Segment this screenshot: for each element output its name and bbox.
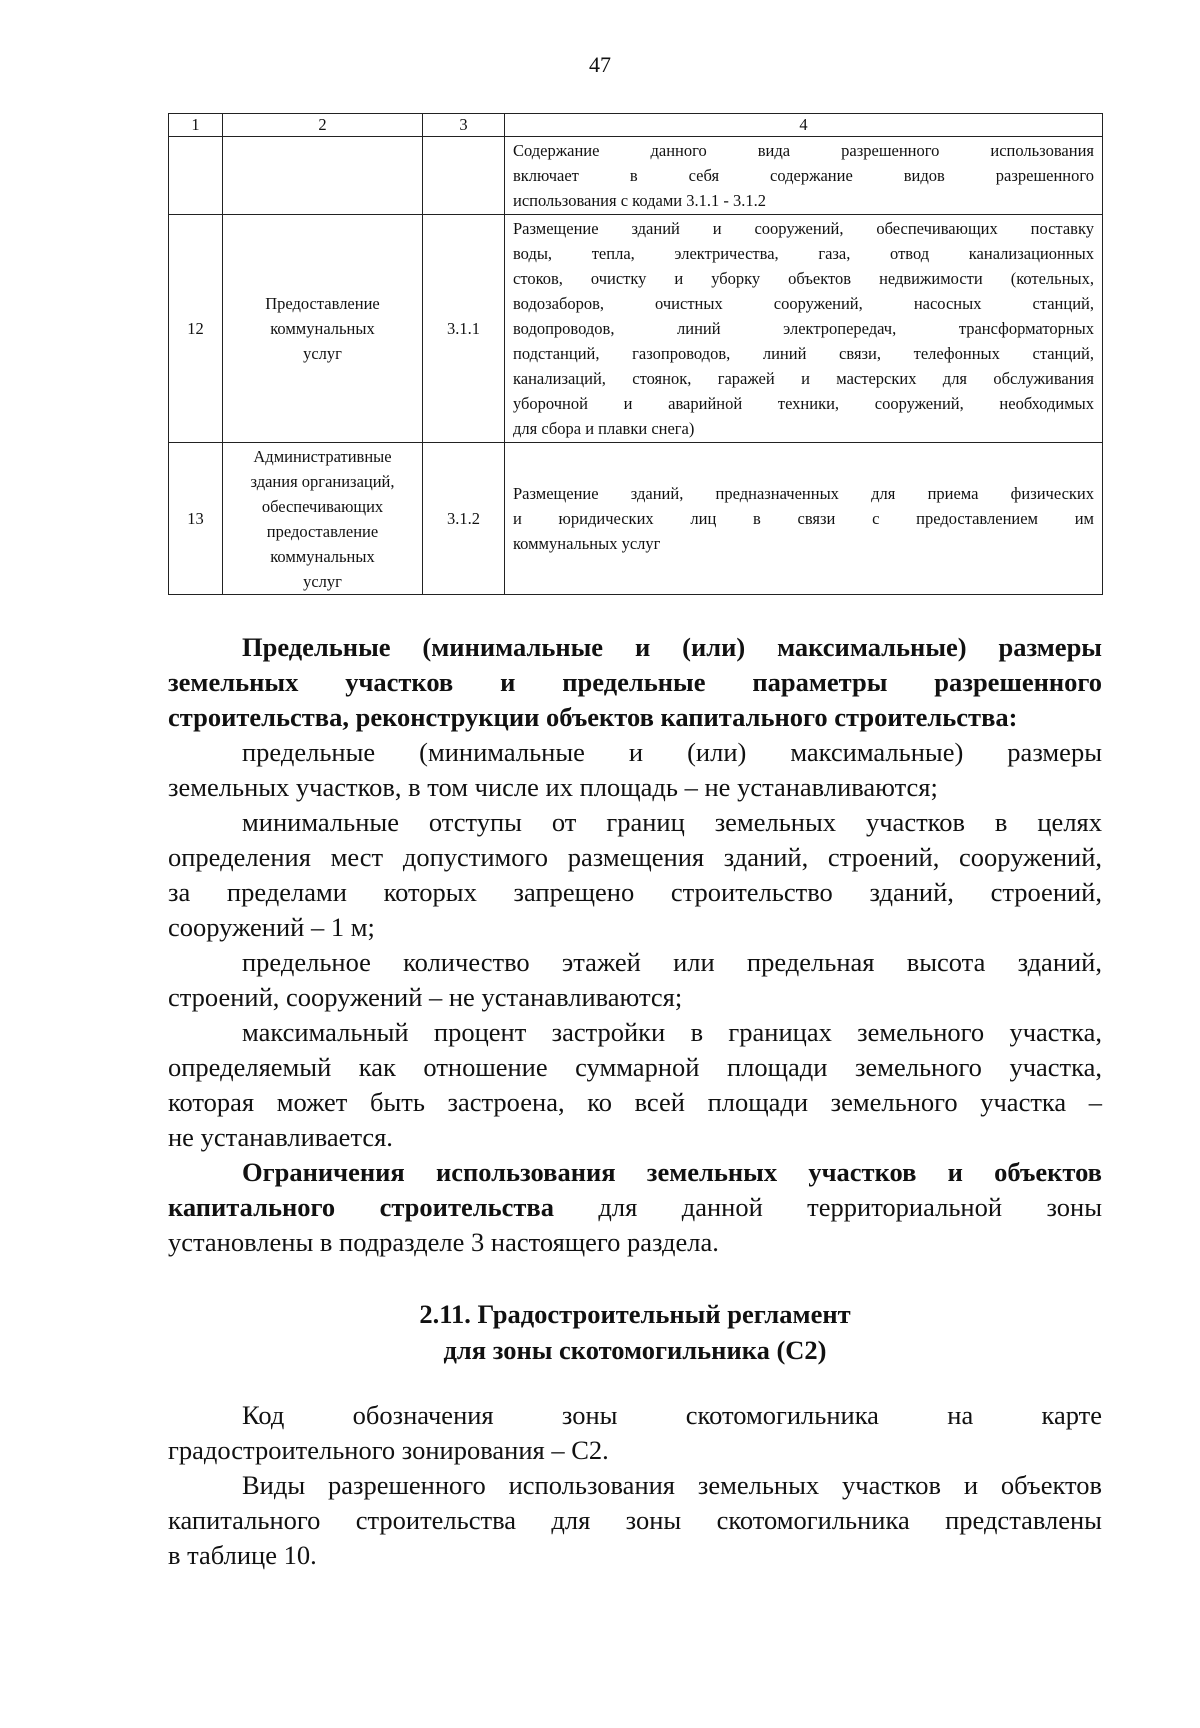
text-line: коммунальных услуг xyxy=(513,534,661,553)
text-line: предельные (минимальные и (или) максимальные) размеры xyxy=(242,737,1102,767)
restrictions-paragraph xyxy=(168,1155,1102,1260)
text-line: Размещение зданий и сооружений, обеспечивающих поставку xyxy=(513,219,1094,238)
text-line: земельных участков и предельные параметры разрешенного xyxy=(168,667,1102,697)
table-cell-description xyxy=(505,215,1103,443)
text-line: предельное количество этажей или предельная высота зданий, xyxy=(242,947,1102,977)
text-line: не устанавливается. xyxy=(168,1122,393,1152)
limits-paragraph-coverage xyxy=(168,1015,1102,1155)
text-line: Ограничения использования земельных участков и объектов xyxy=(242,1157,1102,1187)
header-cell: 3 xyxy=(423,114,505,137)
use-type-code: 3.1.2 xyxy=(423,443,505,595)
text-line: минимальные отступы от границ земельных участков в целях xyxy=(242,807,1102,837)
header-cell: 4 xyxy=(505,114,1103,137)
text-line: в таблице 10. xyxy=(168,1540,317,1570)
text-line xyxy=(168,1190,1102,1225)
text-line: водопроводов, линий электропередач, трансформаторных xyxy=(513,319,1094,338)
page-number: 47 xyxy=(589,52,611,77)
table-row xyxy=(169,215,1103,443)
text-line: определяемый как отношение суммарной площади земельного участка, xyxy=(168,1052,1102,1082)
text-line: строительства, реконструкции объектов капитального строительства: xyxy=(168,702,1018,732)
text-line: услуг xyxy=(303,571,342,591)
text-line: включает в себя содержание видов разрешенного xyxy=(513,166,1094,185)
text-line: Размещение зданий, предназначенных для приема физических xyxy=(513,484,1094,503)
section-title xyxy=(168,1296,1102,1368)
text-line: Содержание данного вида разрешенного использования xyxy=(513,141,1094,160)
text-line: услуг xyxy=(303,344,342,363)
text-line: максимальный процент застройки в границах земельного участка, xyxy=(242,1017,1102,1047)
table-header-row xyxy=(169,114,1103,137)
text-line: уборочной и аварийной техники, сооружений, необходимых xyxy=(513,394,1094,413)
header-cell: 2 xyxy=(223,114,423,137)
table-row-continuation xyxy=(169,137,1103,215)
text-line: воды, тепла, электричества, газа, отвод канализационных xyxy=(513,244,1094,263)
use-type-name xyxy=(223,443,423,595)
land-use-table xyxy=(168,113,1103,595)
text-line: водозаборов, очистных сооружений, насосных станций, xyxy=(513,294,1094,313)
table-cell-description xyxy=(505,137,1103,215)
text-line: для сбора и плавки снега) xyxy=(513,419,695,438)
text-line: сооружений – 1 м; xyxy=(168,912,375,942)
text-line: строений, сооружений – не устанавливаются; xyxy=(168,982,683,1012)
table-row xyxy=(169,443,1103,595)
text-line: коммунальных xyxy=(270,319,375,338)
text-line: градостроительного зонирования – С2. xyxy=(168,1435,609,1465)
text-line: установлены в подразделе 3 настоящего раздела. xyxy=(168,1227,719,1257)
text-line: использования с кодами 3.1.1 - 3.1.2 xyxy=(513,191,766,210)
header-cell: 1 xyxy=(169,114,223,137)
section-title-line: 2.11. Градостроительный регламент xyxy=(419,1299,851,1329)
table-cell-description xyxy=(505,443,1103,595)
table-cell xyxy=(169,137,223,215)
text-line: Предоставление xyxy=(265,294,380,313)
row-number: 13 xyxy=(169,443,223,595)
limits-heading xyxy=(168,630,1102,735)
text-fragment: для данной территориальной зоны xyxy=(553,1192,1103,1222)
text-line: Виды разрешенного использования земельных участков и объектов xyxy=(242,1470,1102,1500)
text-line: Предельные (минимальные и (или) максимальные) размеры xyxy=(242,632,1102,662)
text-line: определения мест допустимого размещения зданий, строений, сооружений, xyxy=(168,842,1102,872)
table-cell xyxy=(423,137,505,215)
text-line: обеспечивающих xyxy=(261,496,384,516)
zone-uses-paragraph xyxy=(168,1468,1102,1573)
row-number: 12 xyxy=(169,215,223,443)
use-type-code: 3.1.1 xyxy=(423,215,505,443)
section-title-line: для зоны скотомогильника (С2) xyxy=(443,1335,827,1365)
text-line: подстанций, газопроводов, линий связи, телефонных станций, xyxy=(513,344,1094,363)
limits-paragraph-size xyxy=(168,735,1102,805)
text-line: канализаций, стоянок, гаражей и мастерских для обслуживания xyxy=(513,369,1094,388)
limits-paragraph-floors xyxy=(168,945,1102,1015)
text-line: Код обозначения зоны скотомогильника на карте xyxy=(242,1400,1102,1430)
text-line: коммунальных xyxy=(270,546,375,566)
text-line: капитального строительства для зоны скотомогильника представлены xyxy=(168,1505,1102,1535)
text-line: Административные xyxy=(253,446,392,466)
text-line: и юридических лиц в связи с предоставлением им xyxy=(513,509,1094,528)
text-line: за пределами которых запрещено строительство зданий, строений, xyxy=(168,877,1102,907)
text-line: здания организаций, xyxy=(250,471,395,491)
text-line: земельных участков, в том числе их площадь – не устанавливаются; xyxy=(168,772,938,802)
limits-section xyxy=(168,630,1102,1260)
zone-code-paragraph xyxy=(168,1398,1102,1468)
bold-phrase: капитального строительства xyxy=(168,1192,554,1222)
limits-paragraph-setbacks xyxy=(168,805,1102,945)
text-line: стоков, очистку и уборку объектов недвижимости (котельных, xyxy=(513,269,1094,288)
use-type-name xyxy=(223,215,423,443)
text-line: предоставление xyxy=(266,521,379,541)
zone-section xyxy=(168,1398,1102,1573)
text-line: которая может быть застроена, ко всей площади земельного участка – xyxy=(168,1087,1102,1117)
table-cell xyxy=(223,137,423,215)
